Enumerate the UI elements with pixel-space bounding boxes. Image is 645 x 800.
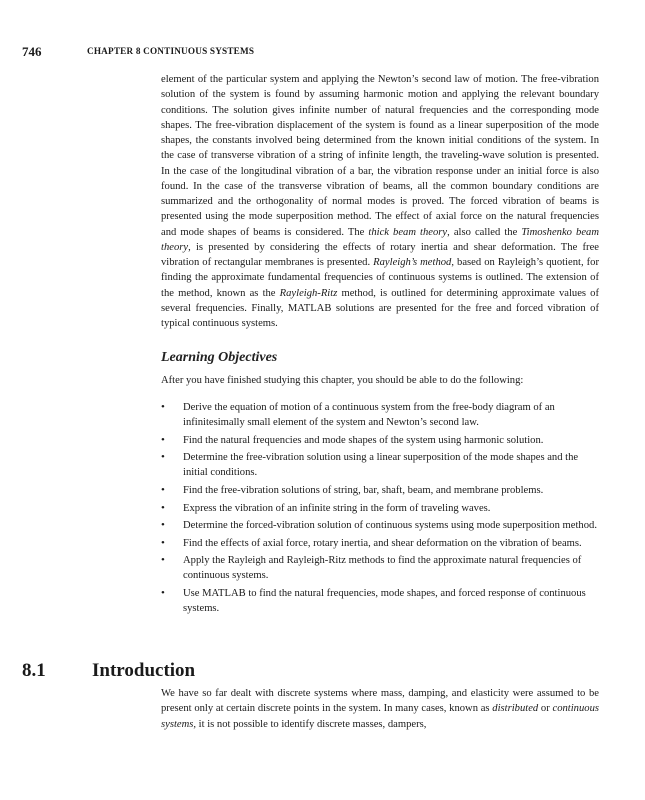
summary-text-1: element of the particular system and applying the Newton’s second law of motion. The free-vibration solution of the system is found by assuming harmonic motion and applying the relevant boundary conditions. The solution gives infinite number of natural frequencies and the corresponding mode shapes. The free-vibration displacement of the system is found as a linear superposition of the mode shapes, the constants involved being determined from the known initial conditions of the system. In the case of transverse vibration of a string of infinite length, the traveling-wave solution is presented. In the case of the longitudinal vibration of a bar, the vibration response under an initial force is also found. In the case of the transverse vibration of beams, all the common boundary conditions are summarized and the orthogonality of normal modes is proved. The forced vibration of beams is presented using the mode superposition method. The effect of axial force on the natural frequencies and mode shapes of beams is considered. The xyxy=(161,74,599,238)
learning-objectives-heading: Learning Objectives xyxy=(161,350,278,365)
summary-text-3: , is presented by considering the effects of rotary inertia and shear deformation. The free vibration of rectangular membranes is presented. xyxy=(161,241,599,268)
chapter-summary xyxy=(161,72,599,331)
term-timoshenko-beam-theory: Timoshenko beam theory xyxy=(161,226,599,253)
summary-text-2: , also called the xyxy=(447,226,522,238)
bullet-icon: • xyxy=(161,483,165,496)
objective-text: Derive the equation of motion of a continuous system from the free-body diagram of an infinitesimally small element of the system and Newton’s second law. xyxy=(183,402,555,429)
objective-item xyxy=(161,536,601,551)
term-rayleighs-method: Rayleigh’s method xyxy=(373,257,452,268)
bullet-icon: • xyxy=(161,554,165,567)
term-rayleigh-ritz: Rayleigh-Ritz xyxy=(279,287,338,299)
objective-item xyxy=(161,501,601,516)
running-head: CHAPTER 8 CONTINUOUS SYSTEMS xyxy=(87,46,255,56)
bullet-icon: • xyxy=(161,451,165,464)
objective-text: Apply the Rayleigh and Rayleigh-Ritz methods to find the approximate natural frequencies of continuous systems. xyxy=(183,555,582,582)
objective-text: Express the vibration of an infinite string in the form of traveling waves. xyxy=(183,502,491,514)
objective-text: Determine the forced-vibration solution of continuous systems using mode superposition method. xyxy=(183,520,597,532)
intro-text-1: We have so far dealt with discrete systems where mass, damping, and elasticity were assumed to be present only at certain discrete points in the system. In many cases, known as xyxy=(161,688,599,715)
bullet-icon: • xyxy=(161,519,165,532)
objective-item xyxy=(161,483,601,498)
term-distributed: distributed xyxy=(492,703,539,715)
bullet-icon: • xyxy=(161,401,165,413)
objective-text: Find the effects of axial force, rotary inertia, and shear deformation on the vibration of beams. xyxy=(183,537,582,549)
objective-item xyxy=(161,586,601,616)
objective-text: Use MATLAB to find the natural frequencies, mode shapes, and forced response of continuous systems. xyxy=(183,588,586,615)
bullet-icon: • xyxy=(161,536,165,549)
bullet-icon: • xyxy=(161,433,165,446)
learning-objectives-list xyxy=(161,400,601,619)
intro-text-2: or xyxy=(538,703,553,715)
summary-text-5: method, is outlined for determining approximate values of several frequencies. Finally, MATLAB solutions are presented for the free and forced vibration of typical continuous systems. xyxy=(161,287,599,329)
learning-objectives-intro: After you have finished studying this chapter, you should be able to do the following: xyxy=(161,375,524,386)
objective-item xyxy=(161,450,601,480)
objective-item xyxy=(161,433,601,448)
objective-item xyxy=(161,553,601,583)
introduction-body xyxy=(161,686,599,732)
objective-item xyxy=(161,518,601,533)
bullet-icon: • xyxy=(161,501,165,514)
page-number: 746 xyxy=(22,44,42,59)
intro-text-3: it is not possible to identify discrete masses, dampers, xyxy=(196,718,427,730)
objective-text: Find the free-vibration solutions of string, bar, shaft, beam, and membrane problems. xyxy=(183,484,544,496)
page-header xyxy=(22,44,605,60)
introduction-paragraph xyxy=(161,686,599,732)
objective-item xyxy=(161,400,601,430)
term-continuous-systems: continuous systems, xyxy=(161,703,599,730)
summary-text-4: , based on Rayleigh’s quotient, for finding the approximate fundamental frequencies of continuous systems is outlined. The extension of the method, known as the xyxy=(161,257,599,299)
objective-text: Find the natural frequencies and mode shapes of the system using harmonic solution. xyxy=(183,434,544,446)
section-heading xyxy=(22,660,195,682)
term-thick-beam-theory: thick beam theory xyxy=(368,226,448,238)
section-number: 8.1 xyxy=(22,660,46,681)
objective-text: Determine the free-vibration solution using a linear superposition of the mode shapes and the initial conditions. xyxy=(183,452,579,479)
bullet-icon: • xyxy=(161,587,165,600)
section-title: Introduction xyxy=(92,660,196,681)
summary-paragraph xyxy=(161,72,599,331)
